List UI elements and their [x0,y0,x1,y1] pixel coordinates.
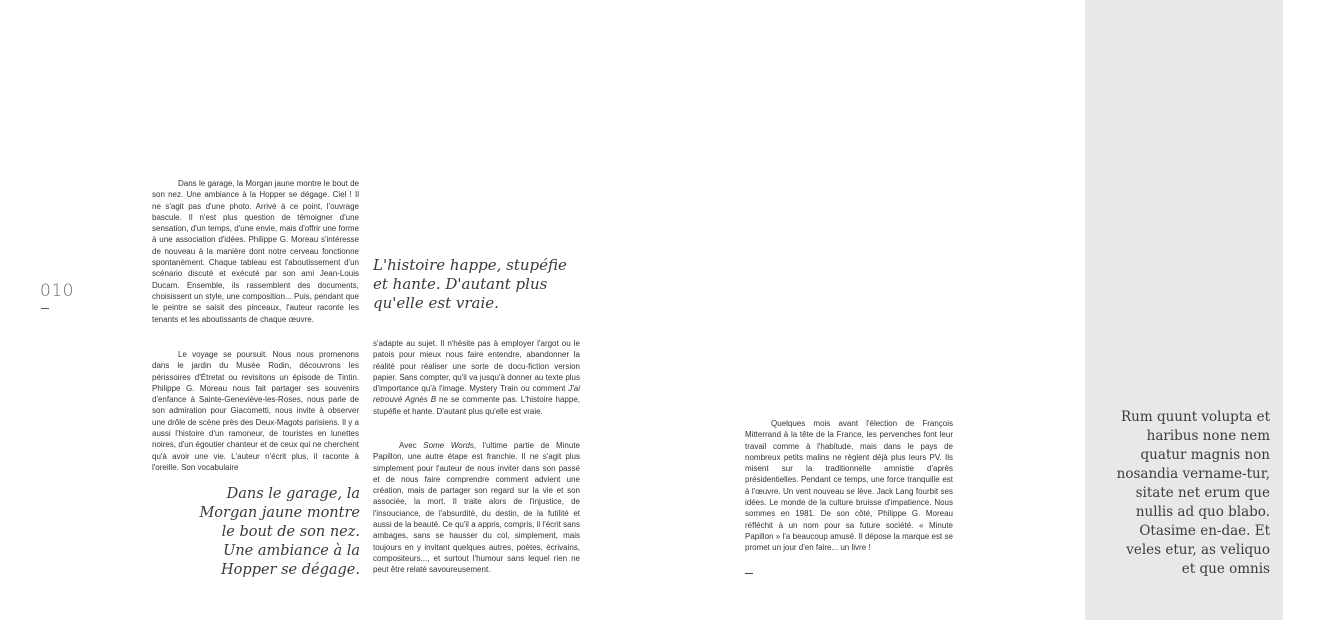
column-2-bottom [373,440,580,576]
column-2-paragraph-2-end: , l'ultime partie de Minute Papillon, une autre étape est franchie. Il ne s'agit plus simplement pour l'auteur de nous inviter dans son passé et de nous faire comprendre comment advient une création, mais de partager son regard sur la vie et son associée, la mort. Il traite alors de l'injustice, de l'insouciance, de l'absurdité, du destin, de la futilité et aussi de la beauté. Ce qu'il a appris, compris, il l'écrit sans ambages, sans se hausser du col, simplement, mais toujours en y invitant quelques autres, poètes, écrivains, compositeurs..., et surtout l'humour sans lequel rien ne peut être relaté savoureusement. [373,441,580,575]
pull-quote-top: L'histoire happe, stupéfie et hante. D'autant plus qu'elle est vraie. [373,256,567,312]
column-2-paragraph-1-start: s'adapte au sujet. Il n'hésite pas à employer l'argot ou le patois pour mieux nous faire entendre, abandonner la réalité pour réaliser une sorte de docu-fiction version papier. Sans compter, qu'il va jusqu'à donner au texte plus d'importance qu'à l'image. Mystery Train ou comment [373,339,580,394]
column-2-paragraph-1-end: ne se commente pas. L'histoire happe, stupéfie et hante. D'autant plus qu'elle est vraie. [373,395,581,416]
column-2-paragraph-2-title: Some Words [423,441,474,450]
column-2-paragraph-1-title: J'ai retrouvé Agnès B [373,384,580,405]
page-number: 010 [40,281,74,301]
column-1-paragraph-2: Le voyage se poursuit. Nous nous promenons dans le jardin du Musée Rodin, découvrons les périssoires d'Étretat ou revisitons un épisode de Tintin. Philippe G. Moreau nous fait partager ses souvenirs d'enfance à Sainte-Geneviève-les-Roses, nous parle de son admiration pour Giacometti, nous invite à observer une drôle de scène près des Deux-Magots parisiens. Il y a aussi l'histoire d'un ramoneur, de touristes en lunettes noires, d'un égoutier chanteur et de ceux qui ne cherchent qu'à avoir une vie. L'auteur n'écrit plus, il raconte à l'oreille. Son vocabulaire [152,350,359,472]
column-3 [745,418,953,554]
column-3-paragraph-1: Quelques mois avant l'élection de François Mitterrand à la tête de la France, les pervenches font leur travail comme à l'habitude, mais dans le pays de nombreux petits malins ne règlent déjà plus leurs PV. Ils misent sur la traditionnelle amnistie d'après présidentielles. Pendant ce temps, une force tranquille est à l'œuvre. Un vent nouveau se lève. Jack Lang fourbit ses idées. Le monde de la culture bruisse d'impatience. Nous sommes en 1981. De son côté, Philippe G. Moreau réfléchit à un nom pour sa future société. « Minute Papillon » l'a beaucoup amusé. Il dépose la marque est se promet un jour d'en faire... un livre ! [745,419,953,553]
column-1-paragraph-1: Dans le garage, la Morgan jaune montre le bout de son nez. Une ambiance à la Hopper se dégage. Ciel ! Il ne s'agit pas d'une photo. Arrivé à ce point, l'ouvrage bascule. Il n'est plus question de témoigner d'une sensation, d'un temps, d'une envie, mais d'offrir une forme à une association d'idées. Philippe G. Moreau s'intéresse de nouveau à la manière dont notre cerveau fonctionne spontanément. Chaque tableau est l'aboutissement d'un scénario discuté et exécuté par son ami Jean-Louis Ducam. Ensemble, ils rassemblent des documents, choisissent un style, une composition... Puis, pendant que le peintre se saisit des pinceaux, l'auteur raconte les tenants et les aboutissants de chaque œuvre. [152,179,359,324]
column-2-paragraph-2 [373,440,580,576]
column-2-paragraph-1 [373,338,580,417]
sidebar-text: Rum quunt volupta et haribus none nem quatur magnis non nosandia vername-tur, sitate net erum que nullis ad quo blabo. Otasime en-dae. Et veles etur, as veliquo et que omnis [1116,409,1270,577]
column-1-top [152,178,359,325]
column-1-bottom [152,349,359,473]
end-mark-dash [745,573,753,574]
column-2-top [373,338,580,417]
page-number-dash [41,308,49,309]
column-2-paragraph-2-start: Avec [399,441,424,450]
pull-quote-bottom: Dans le garage, la Morgan jaune montre le bout de son nez. Une ambiance à la Hopper se dégage. [199,486,360,578]
